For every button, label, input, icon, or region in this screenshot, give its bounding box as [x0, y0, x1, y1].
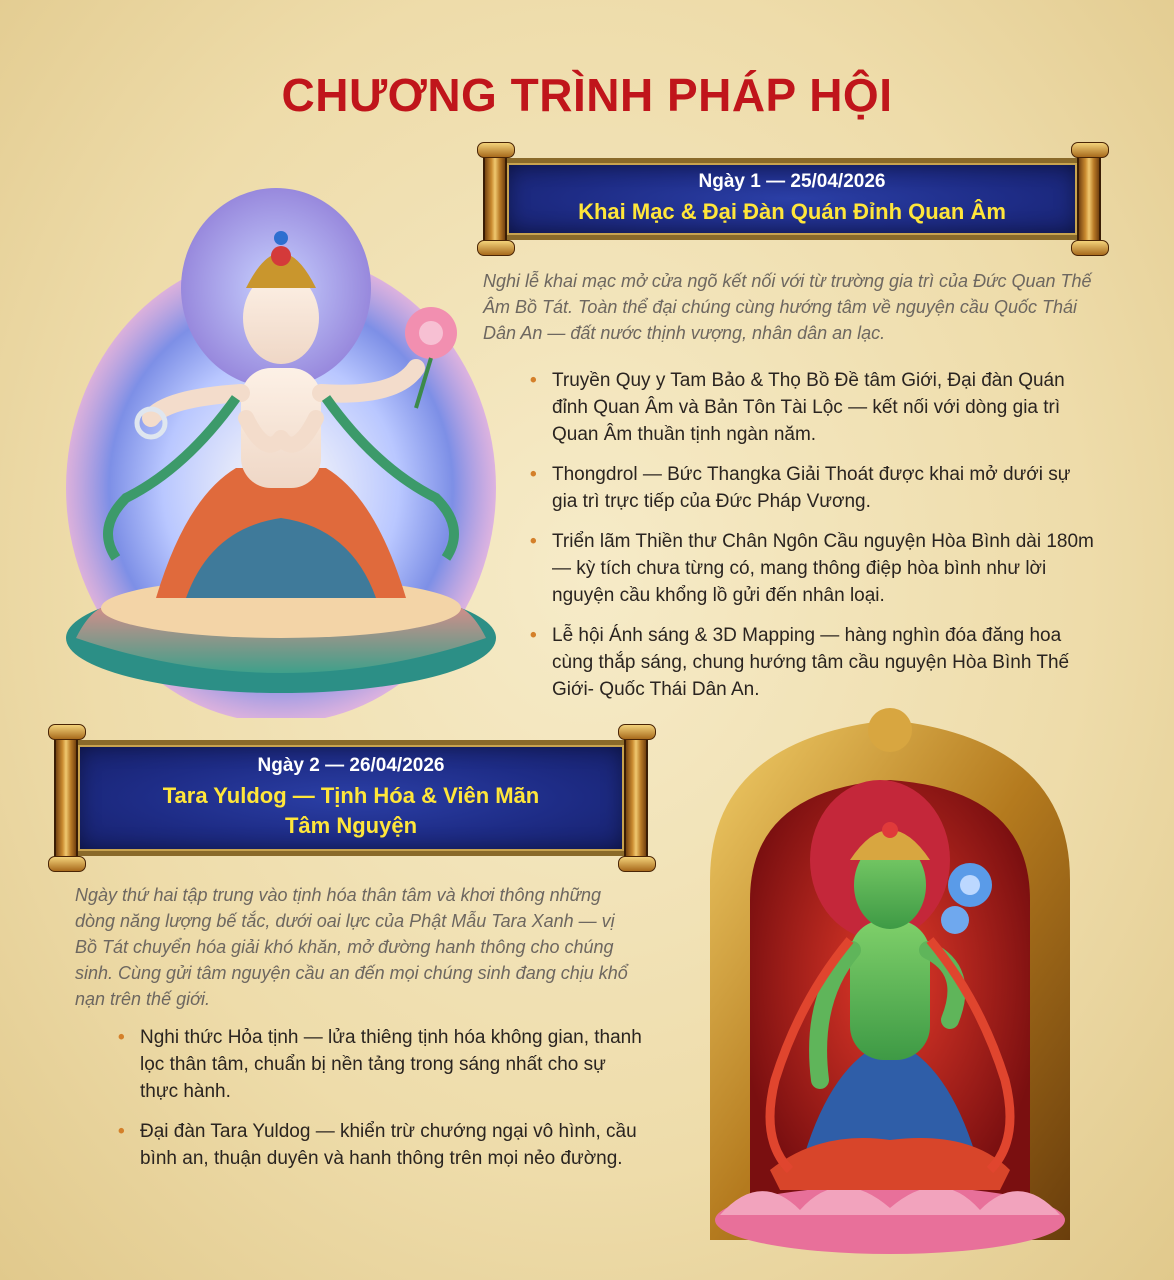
- day1-header: Ngày 1 — 25/04/2026: [698, 171, 886, 192]
- day2-bullet-list: [118, 1024, 648, 1185]
- page-title: CHƯƠNG TRÌNH PHÁP HỘI: [281, 69, 893, 121]
- bullet-icon: •: [530, 625, 537, 646]
- avalokiteshvara-image: [36, 168, 536, 718]
- day2-banner: [64, 740, 638, 856]
- day1-subtitle: Khai Mạc & Đại Đàn Quán Đỉnh Quan Âm: [578, 199, 1006, 224]
- bullet-icon: •: [118, 1027, 125, 1048]
- day1-banner-panel: [507, 158, 1077, 240]
- list-item: • Lễ hội Ánh sáng & 3D Mapping — hàng nghìn đóa đăng hoa cùng thắp sáng, chung hướng tâm cầu nguyện Hòa Bình Thế Giới- Quốc Thái Dân An.: [530, 622, 1098, 703]
- scroll-rod-right-icon: [1077, 150, 1101, 248]
- avalokiteshvara-icon: [36, 168, 536, 718]
- list-item: • Nghi thức Hỏa tịnh — lửa thiêng tịnh hóa không gian, thanh lọc thân tâm, chuẩn bị nền tảng trong sáng nhất cho sự thực hành.: [118, 1024, 648, 1105]
- bullet-icon: •: [530, 370, 537, 391]
- day1-banner: [493, 158, 1091, 240]
- bullet-icon: •: [118, 1121, 125, 1142]
- scroll-rod-left-icon: [54, 732, 78, 864]
- bullet-icon: •: [530, 464, 537, 485]
- list-item: • Đại đàn Tara Yuldog — khiển trừ chướng ngại vô hình, cầu bình an, thuận duyên và hanh thông trên mọi nẻo đường.: [118, 1118, 648, 1172]
- day2-header: Ngày 2 — 26/04/2026: [257, 755, 445, 776]
- day1-intro: Nghi lễ khai mạc mở cửa ngõ kết nối với từ trường gia trì của Đức Quan Thế Âm Bồ Tát. Toàn thể đại chúng cùng hướng tâm về nguyện cầu Quốc Thái Dân An — đất nước thịnh vượng, nhân dân an lạc.: [483, 271, 1092, 343]
- list-item: • Triển lãm Thiền thư Chân Ngôn Cầu nguyện Hòa Bình dài 180m — kỳ tích chưa từng có, mang thông điệp hòa bình như lời nguyện cầu khổng lồ gửi đến nhân loại.: [530, 528, 1098, 609]
- scroll-rod-right-icon: [624, 732, 648, 864]
- green-tara-image: [680, 700, 1100, 1260]
- day2-subtitle-line2: Tâm Nguyện: [284, 813, 418, 838]
- day2-banner-panel: [78, 740, 624, 856]
- list-item: • Thongdrol — Bức Thangka Giải Thoát được khai mở dưới sự gia trì trực tiếp của Đức Pháp Vương.: [530, 461, 1098, 515]
- list-item: • Truyền Quy y Tam Bảo & Thọ Bồ Đề tâm Giới, Đại đàn Quán đỉnh Quan Âm và Bản Tôn Tài Lộc — kết nối với dòng gia trì Quan Âm thuần tịnh ngàn năm.: [530, 367, 1098, 448]
- day2-subtitle-line1: Tara Yuldog — Tịnh Hóa & Viên Mãn: [162, 783, 540, 808]
- green-tara-icon: [680, 700, 1100, 1260]
- bullet-icon: •: [530, 531, 537, 552]
- day1-bullet-list: [530, 367, 1098, 716]
- day2-intro: Ngày thứ hai tập trung vào tịnh hóa thân tâm và khơi thông những dòng năng lượng bế tắc, dưới oai lực của Phật Mẫu Tara Xanh — vị Bồ Tát chuyển hóa giải khó khăn, mở đường hanh thông cho chúng sinh. Cùng gửi tâm nguyện cầu an đến mọi chúng sinh đang chịu khổ nạn trên thế giới.: [75, 885, 628, 1009]
